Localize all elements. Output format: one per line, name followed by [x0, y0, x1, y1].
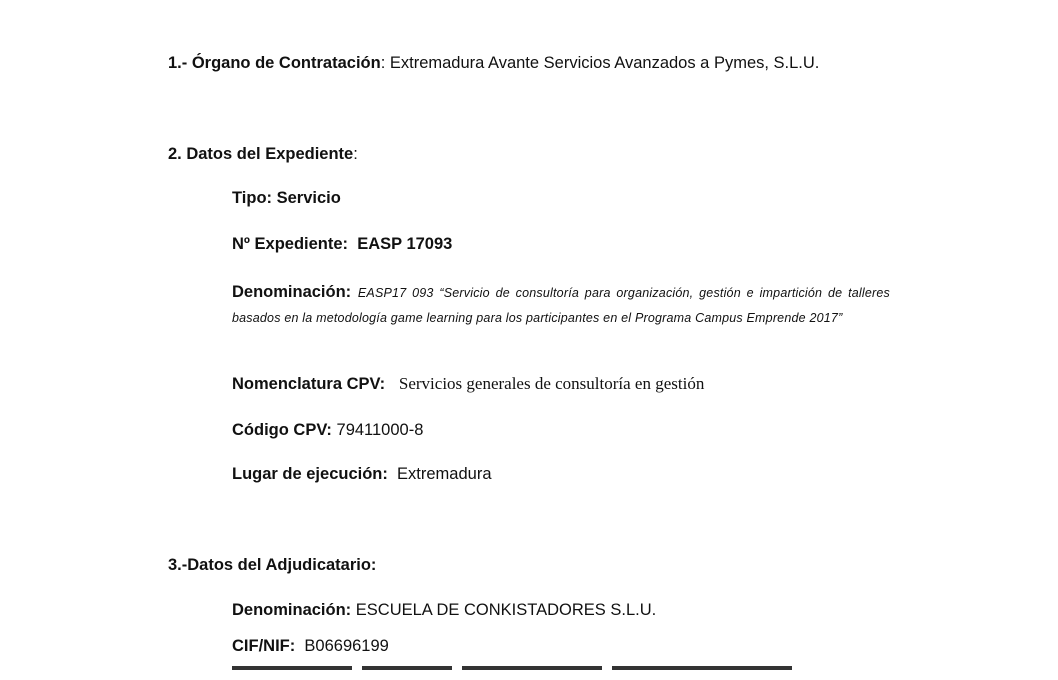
cpv-label: Nomenclatura CPV: — [232, 375, 386, 393]
expediente-label: Nº Expediente: — [232, 235, 349, 253]
expediente-value: EASP 17093 — [357, 235, 453, 253]
cpv-line — [232, 374, 704, 394]
codigo-label: Código CPV: — [232, 421, 332, 439]
cpv-value: Servicios generales de consultoría en gestión — [398, 374, 705, 393]
denominacion-label: Denominación: — [232, 283, 352, 301]
datos-expediente-heading: 2. Datos del Expediente: — [168, 145, 358, 163]
datos-adjudicatario-heading — [168, 555, 376, 575]
cif-value: B06696199 — [304, 637, 389, 655]
datos-expediente-label: 2. Datos del Expediente — [168, 145, 354, 163]
tipo-label: Tipo: Servicio — [232, 189, 341, 207]
organo-contratacion-line: 1.- Órgano de Contratación: Extremadura Avante Servicios Avanzados a Pymes, S.L.U. — [168, 54, 820, 72]
lugar-line — [232, 464, 492, 484]
organo-label: 1.- Órgano de Contratación — [168, 54, 381, 72]
adjudicatario-denominacion-line — [232, 600, 656, 620]
datos-adjudicatario-label: 3.-Datos del Adjudicatario: — [168, 556, 377, 574]
codigo-value: 79411000-8 — [336, 421, 424, 439]
denominacion-block — [232, 280, 890, 330]
lugar-value: Extremadura — [397, 465, 492, 483]
expediente-line — [232, 234, 452, 254]
cif-label: CIF/NIF: — [232, 637, 296, 655]
cif-line — [232, 636, 389, 656]
lugar-label: Lugar de ejecución: — [232, 465, 388, 483]
organo-value: Extremadura Avante Servicios Avanzados a Pymes, S.L.U. — [389, 54, 820, 72]
codigo-cpv-line — [232, 420, 423, 440]
tipo-line — [232, 188, 341, 208]
adjudicatario-denominacion-value: ESCUELA DE CONKISTADORES S.L.U. — [355, 601, 657, 619]
adjudicatario-denominacion-label: Denominación: — [232, 601, 352, 619]
denominacion-value: EASP17 093 “Servicio de consultoría para organización, gestión e impartición de talleres basados en la metodología game learning para los participantes en el Programa Campus Emprende 2017” — [232, 286, 890, 325]
cut-off-text-line — [232, 666, 802, 680]
